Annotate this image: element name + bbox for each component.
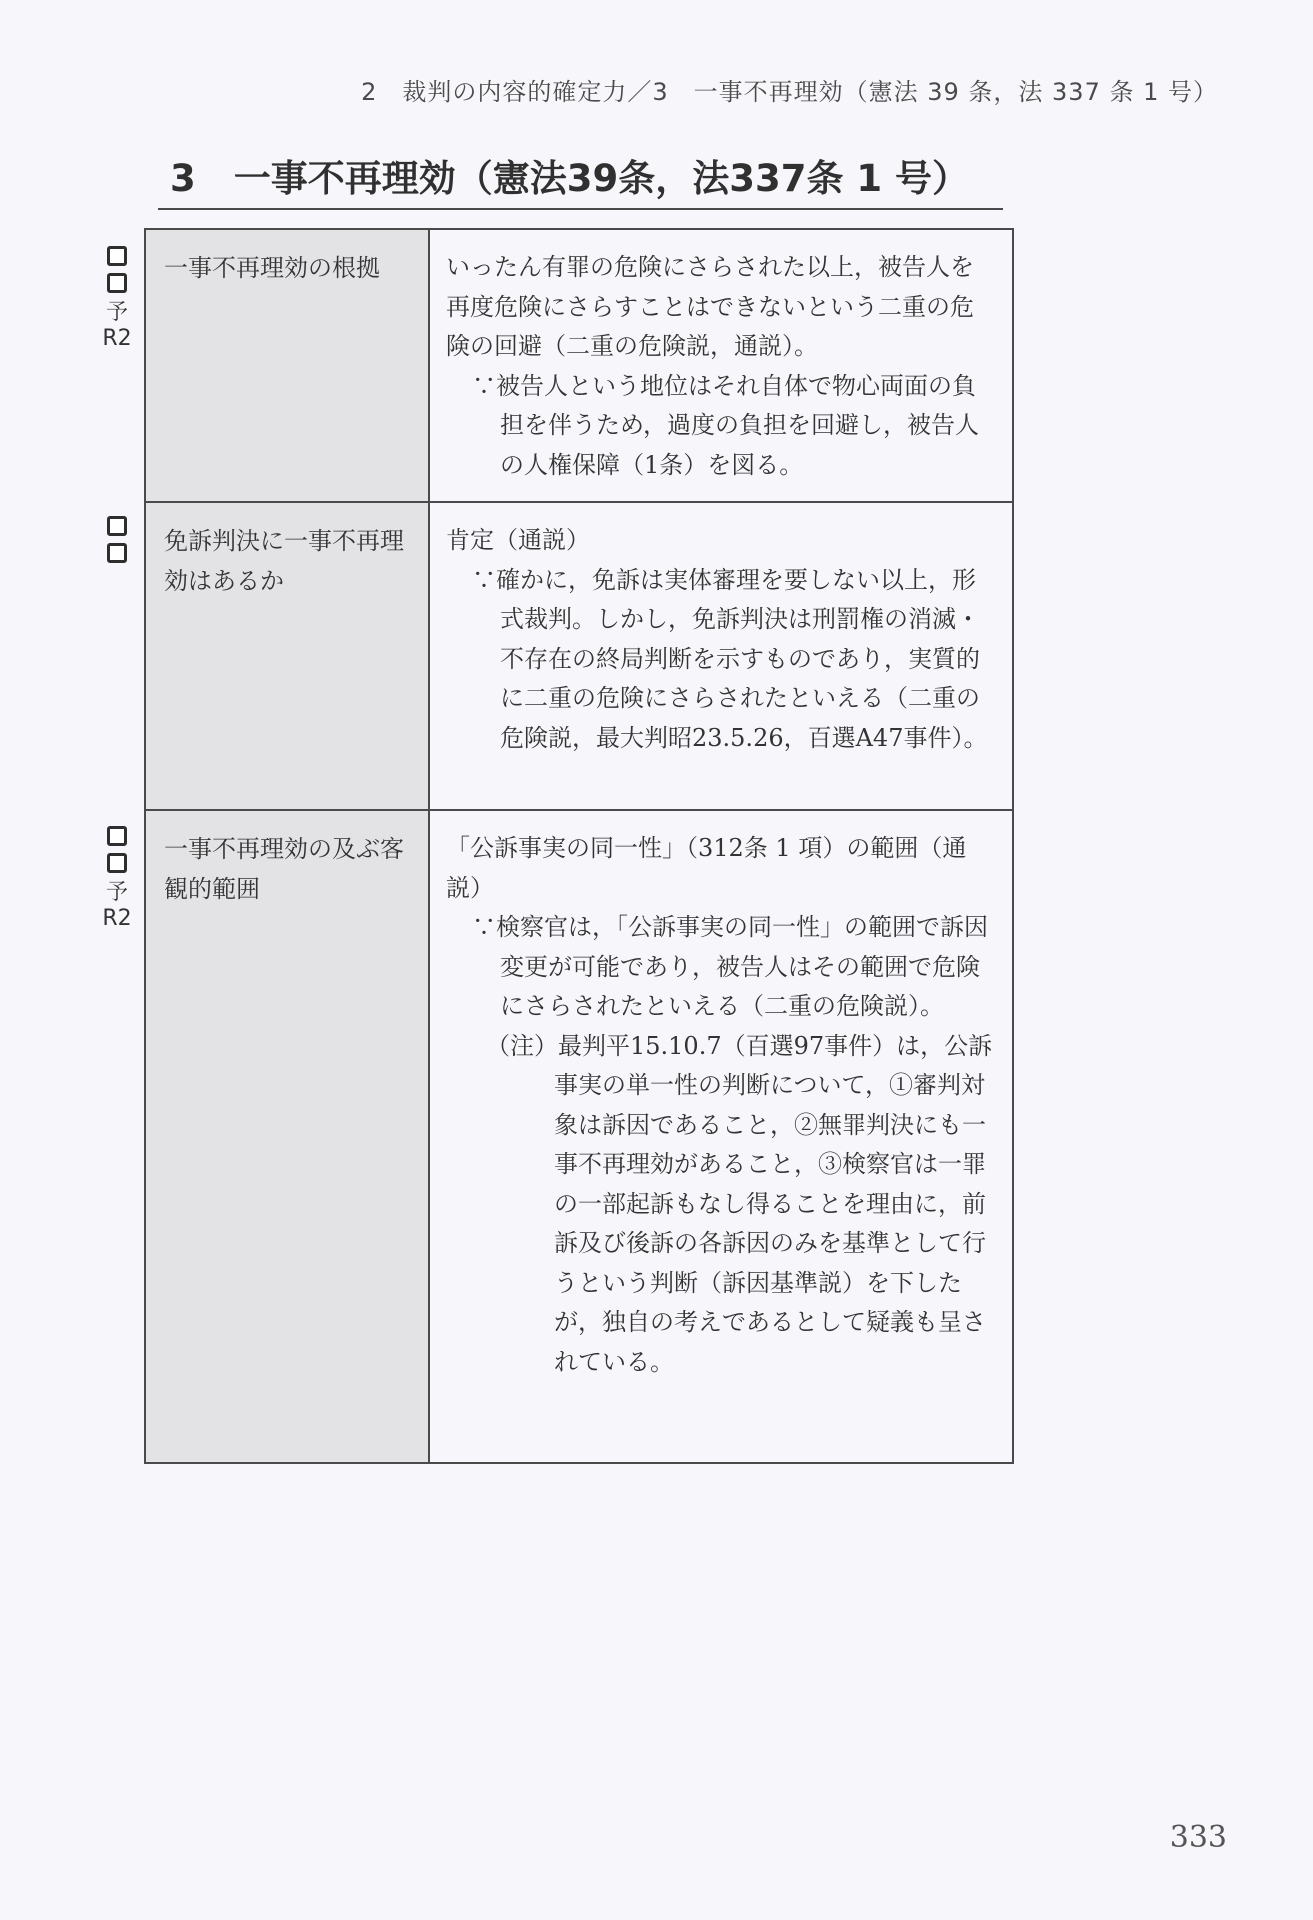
table-row [146,809,1012,1462]
review-checkbox[interactable] [107,273,127,293]
exam-year-tag: R2 [102,326,132,351]
table-row [146,230,1012,501]
review-checkbox[interactable] [107,246,127,266]
qa-table [144,228,1014,1464]
review-checkbox[interactable] [107,853,127,873]
answer-cell [430,230,1012,501]
review-checkbox[interactable] [107,543,127,563]
exam-tag: 予 [105,880,128,905]
exam-year-tag: R2 [102,906,132,931]
review-checkboxes-row-1 [100,246,134,352]
question-cell: 一事不再理効の根拠 [146,230,430,501]
answer-note: （注）最判平15.10.7（百選97事件）は，公訴事実の単一性の判断について，①審判対象は訴因であること，②無罪判決にも一事不再理効があること，③検察官は一罪の一部起訴もなし得ることを理由に，前訴及び後訴の各訴因のみを基準として行うという判断（訴因基準説）を下したが，独自の考えであるとして疑義も呈されている。 [486,1031,993,1376]
question-cell: 一事不再理効の及ぶ客観的範囲 [146,811,430,1462]
table-row [146,501,1012,809]
section-number: 3 [170,157,196,200]
review-checkboxes-row-2 [100,516,134,570]
running-header: 2 裁判の内容的確定力／3 一事不再理効（憲法 39 条，法 337 条 1 号） [361,78,1218,106]
exam-tag: 予 [105,300,128,325]
answer-main: 肯定（通説） [446,526,590,554]
answer-reason: ∵被告人という地位はそれ自体で物心両面の負担を伴うため，過度の負担を回避し，被告人の人権保障（1条）を図る。 [472,371,980,479]
question-cell: 免訴判決に一事不再理効はあるか [146,503,430,809]
review-checkboxes-row-3 [100,826,134,932]
answer-reason: ∵検察官は，「公訴事実の同一性」の範囲で訴因変更が可能であり，被告人はその範囲で危険にさらされたといえる（二重の危険説）。 [472,913,988,1020]
section-title [158,148,1003,210]
page-number: 333 [1169,1820,1227,1855]
answer-reason: ∵確かに，免訴は実体審理を要しない以上，形式裁判。しかし，免訴判決は刑罰権の消滅・不存在の終局判断を示すものであり，実質的に二重の危険にさらされたといえる（二重の危険説，最大判昭23.5.26，百選A47事件）。 [472,565,988,752]
answer-cell [430,811,1012,1462]
section-title-text: 一事不再理効（憲法39条，法337条 1 号） [233,157,969,200]
answer-main: いったん有罪の危険にさらされた以上，被告人を再度危険にさらすことはできないという二重の危険の回避（二重の危険説，通説）。 [446,253,974,360]
answer-main: 「公訴事実の同一性」（312条 1 項）の範囲（通説） [446,834,967,902]
review-checkbox[interactable] [107,516,127,536]
answer-cell [430,503,1012,809]
review-checkbox[interactable] [107,826,127,846]
